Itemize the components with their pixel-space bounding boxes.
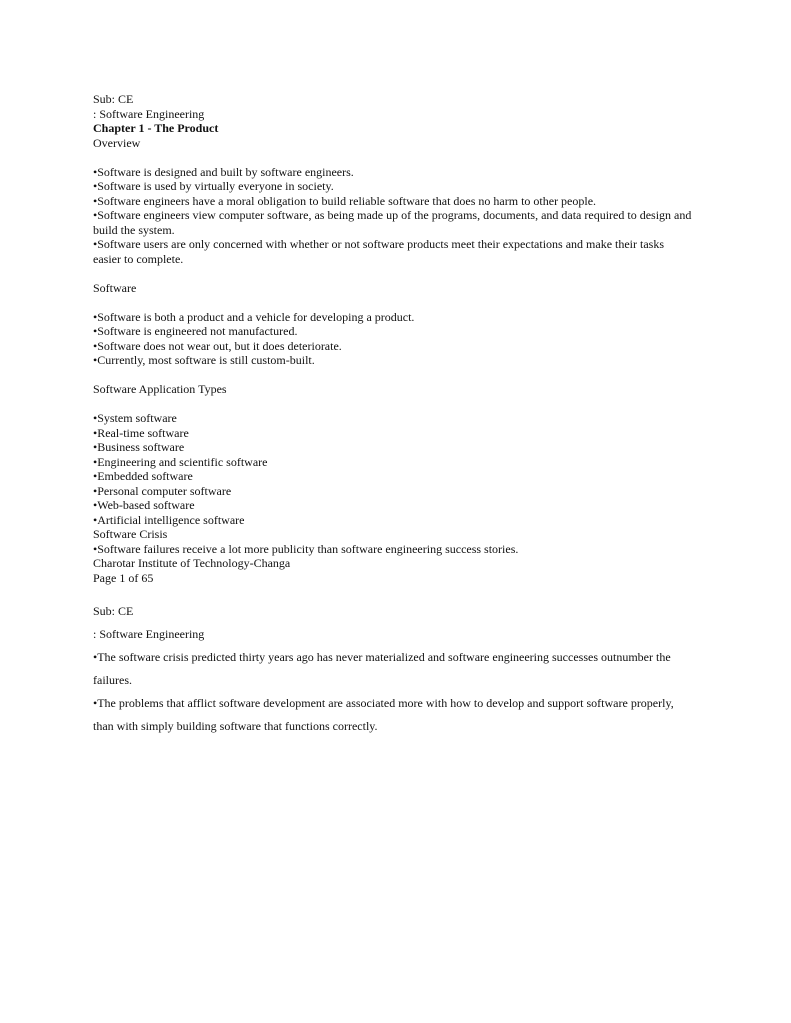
overview-item: •Software is used by virtually everyone in society. xyxy=(93,179,334,193)
footer-institute: Charotar Institute of Technology-Changa xyxy=(93,556,291,570)
app-type-item: •System software xyxy=(93,411,177,425)
app-type-item: •Artificial intelligence software xyxy=(93,512,245,527)
app-type-item: •Personal computer software xyxy=(93,483,232,498)
subject-code: Sub: CE xyxy=(93,92,134,106)
subject-name: : Software Engineering xyxy=(93,627,205,641)
section-heading-crisis: Software Crisis xyxy=(93,527,168,541)
app-type-item: •Web-based software xyxy=(93,498,195,512)
app-type-item: •Engineering and scientific software xyxy=(93,454,268,469)
page2-item: •The software crisis predicted thirty years ago has never materialized and software engineering successes outnumber the failures. xyxy=(93,650,671,687)
subject-code: Sub: CE xyxy=(93,604,134,618)
overview-item: •Software engineers have a moral obligation to build reliable software that does no harm to other people. xyxy=(93,193,597,208)
software-item: •Software does not wear out, but it does deteriorate. xyxy=(93,338,342,353)
document-page-1 xyxy=(93,92,693,585)
app-type-item: •Real-time software xyxy=(93,425,189,440)
software-item: •Software is engineered not manufactured. xyxy=(93,324,298,338)
subject-name: : Software Engineering xyxy=(93,106,205,121)
software-item: •Software is both a product and a vehicle for developing a product. xyxy=(93,309,415,324)
overview-item: •Software users are only concerned with whether or not software products meet their expectations and make their tasks easier to complete. xyxy=(93,237,665,266)
app-type-item: •Business software xyxy=(93,440,185,454)
document-page-2 xyxy=(93,600,693,738)
app-type-item: •Embedded software xyxy=(93,469,193,483)
software-item: •Currently, most software is still custom-built. xyxy=(93,353,315,367)
overview-item: •Software is designed and built by software engineers. xyxy=(93,164,354,179)
overview-item: •Software engineers view computer software, as being made up of the programs, documents, and data required to design and build the system. xyxy=(93,208,692,237)
section-heading-overview: Overview xyxy=(93,135,141,150)
footer-page-number: Page 1 of 65 xyxy=(93,570,154,585)
page2-item: •The problems that afflict software development are associated more with how to develop and support software properly, than with simply building software that functions correctly. xyxy=(93,696,674,733)
section-heading-app-types: Software Application Types xyxy=(93,382,227,396)
crisis-item: •Software failures receive a lot more publicity than software engineering success stories. xyxy=(93,541,519,556)
section-heading-software: Software xyxy=(93,280,137,295)
chapter-title: Chapter 1 - The Product xyxy=(93,121,219,135)
